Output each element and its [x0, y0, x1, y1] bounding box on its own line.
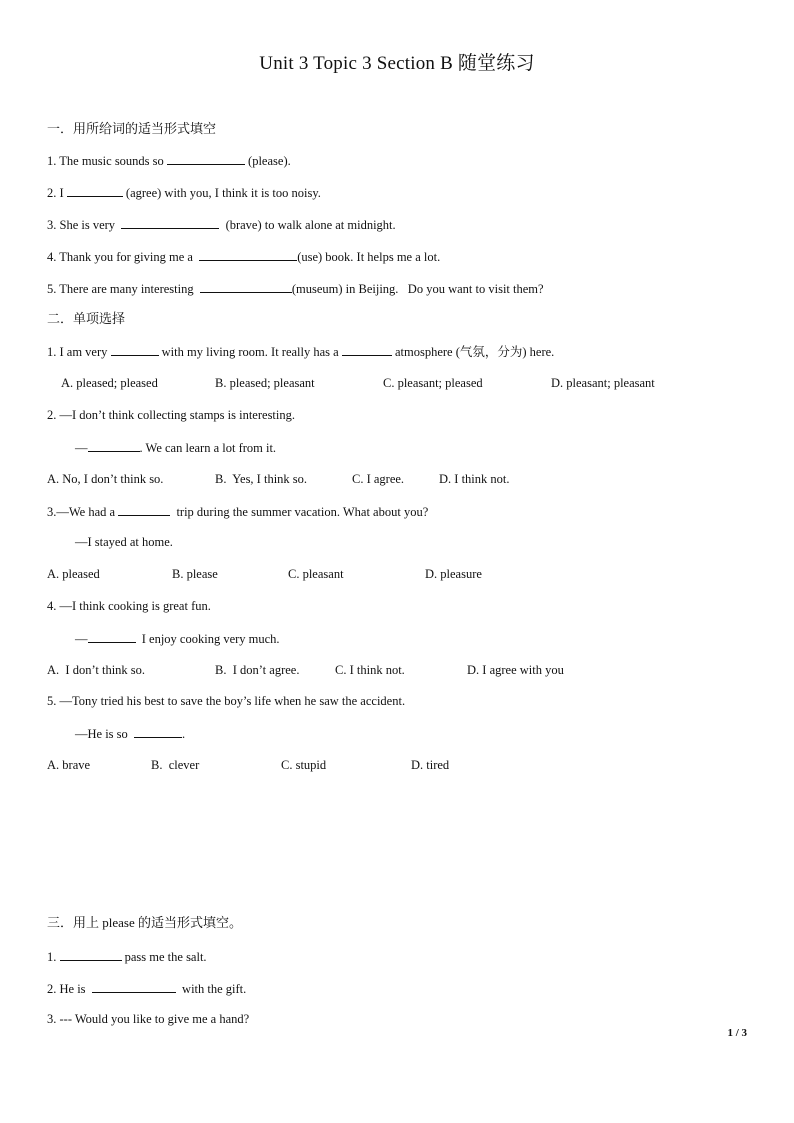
option-c[interactable]: C. I agree. [352, 472, 405, 486]
answer-blank[interactable] [67, 184, 123, 197]
option-b[interactable]: B. I don’t agree. [215, 663, 300, 677]
s1-question-2: 2. I (agree) with you, I think it is too noisy. [47, 186, 321, 200]
option-d[interactable]: D. I agree with you [467, 663, 564, 677]
answer-blank[interactable] [121, 216, 219, 229]
page-title: Unit 3 Topic 3 Section B 随堂练习 [259, 53, 535, 74]
answer-blank[interactable] [92, 980, 176, 993]
page-number: 1 / 3 [727, 1027, 747, 1039]
option-b[interactable]: B. please [172, 567, 218, 581]
option-c[interactable]: C. pleasant; pleased [383, 376, 483, 390]
answer-blank[interactable] [88, 439, 140, 452]
s2-question-3: 3.—We had a trip during the summer vacation. What about you? [47, 505, 429, 519]
section1-heading: 一．用所给词的适当形式填空 [47, 121, 217, 136]
s2-question-5-reply: —He is so . [75, 727, 186, 741]
option-b[interactable]: B. clever [151, 758, 200, 772]
section2-heading: 二．单项选择 [47, 311, 126, 326]
answer-blank[interactable] [60, 948, 122, 961]
option-b[interactable]: B. pleased; pleasant [215, 376, 315, 390]
option-c[interactable]: C. I think not. [335, 663, 405, 677]
answer-blank[interactable] [118, 503, 170, 516]
answer-blank[interactable] [342, 343, 392, 356]
option-a[interactable]: A. No, I don’t think so. [47, 472, 164, 486]
s2-question-5: 5. —Tony tried his best to save the boy’s life when he saw the accident. [47, 694, 406, 708]
option-c[interactable]: C. stupid [281, 758, 327, 772]
s1-question-5: 5. There are many interesting (museum) in Beijing. Do you want to visit them? [47, 282, 544, 296]
answer-blank[interactable] [88, 630, 136, 643]
option-b[interactable]: B. Yes, I think so. [215, 472, 308, 486]
option-d[interactable]: D. I think not. [439, 472, 510, 486]
section3-heading: 三．用上 please 的适当形式填空。 [47, 915, 242, 930]
answer-blank[interactable] [200, 280, 292, 293]
option-d[interactable]: D. pleasant; pleasant [551, 376, 655, 390]
s3-question-3: 3. --- Would you like to give me a hand? [47, 1012, 250, 1026]
option-c[interactable]: C. pleasant [288, 567, 344, 581]
s1-question-4: 4. Thank you for giving me a (use) book. It helps me a lot. [47, 250, 441, 264]
option-d[interactable]: D. tired [411, 758, 450, 772]
option-d[interactable]: D. pleasure [425, 567, 482, 581]
option-a[interactable]: A. pleased [47, 567, 100, 581]
answer-blank[interactable] [134, 725, 182, 738]
s2-question-2: 2. —I don’t think collecting stamps is interesting. [47, 408, 296, 422]
s2-question-1: 1. I am very with my living room. It really has a atmosphere (气氛，分为) here. [47, 345, 555, 359]
answer-blank[interactable] [199, 248, 297, 261]
answer-blank[interactable] [111, 343, 159, 356]
s2-question-2-reply: — . We can learn a lot from it. [75, 441, 277, 455]
s2-question-4-reply: — I enjoy cooking very much. [75, 632, 280, 646]
s2-question-3-reply: —I stayed at home. [75, 535, 173, 549]
s3-question-1: 1. pass me the salt. [47, 950, 207, 964]
s1-question-1: 1. The music sounds so (please). [47, 154, 291, 168]
answer-blank[interactable] [167, 152, 245, 165]
option-a[interactable]: A. brave [47, 758, 91, 772]
s2-question-4: 4. —I think cooking is great fun. [47, 599, 211, 613]
s3-question-2: 2. He is with the gift. [47, 982, 247, 996]
option-a[interactable]: A. I don’t think so. [47, 663, 146, 677]
option-a[interactable]: A. pleased; pleased [61, 376, 158, 390]
s1-question-3: 3. She is very (brave) to walk alone at midnight. [47, 218, 396, 232]
